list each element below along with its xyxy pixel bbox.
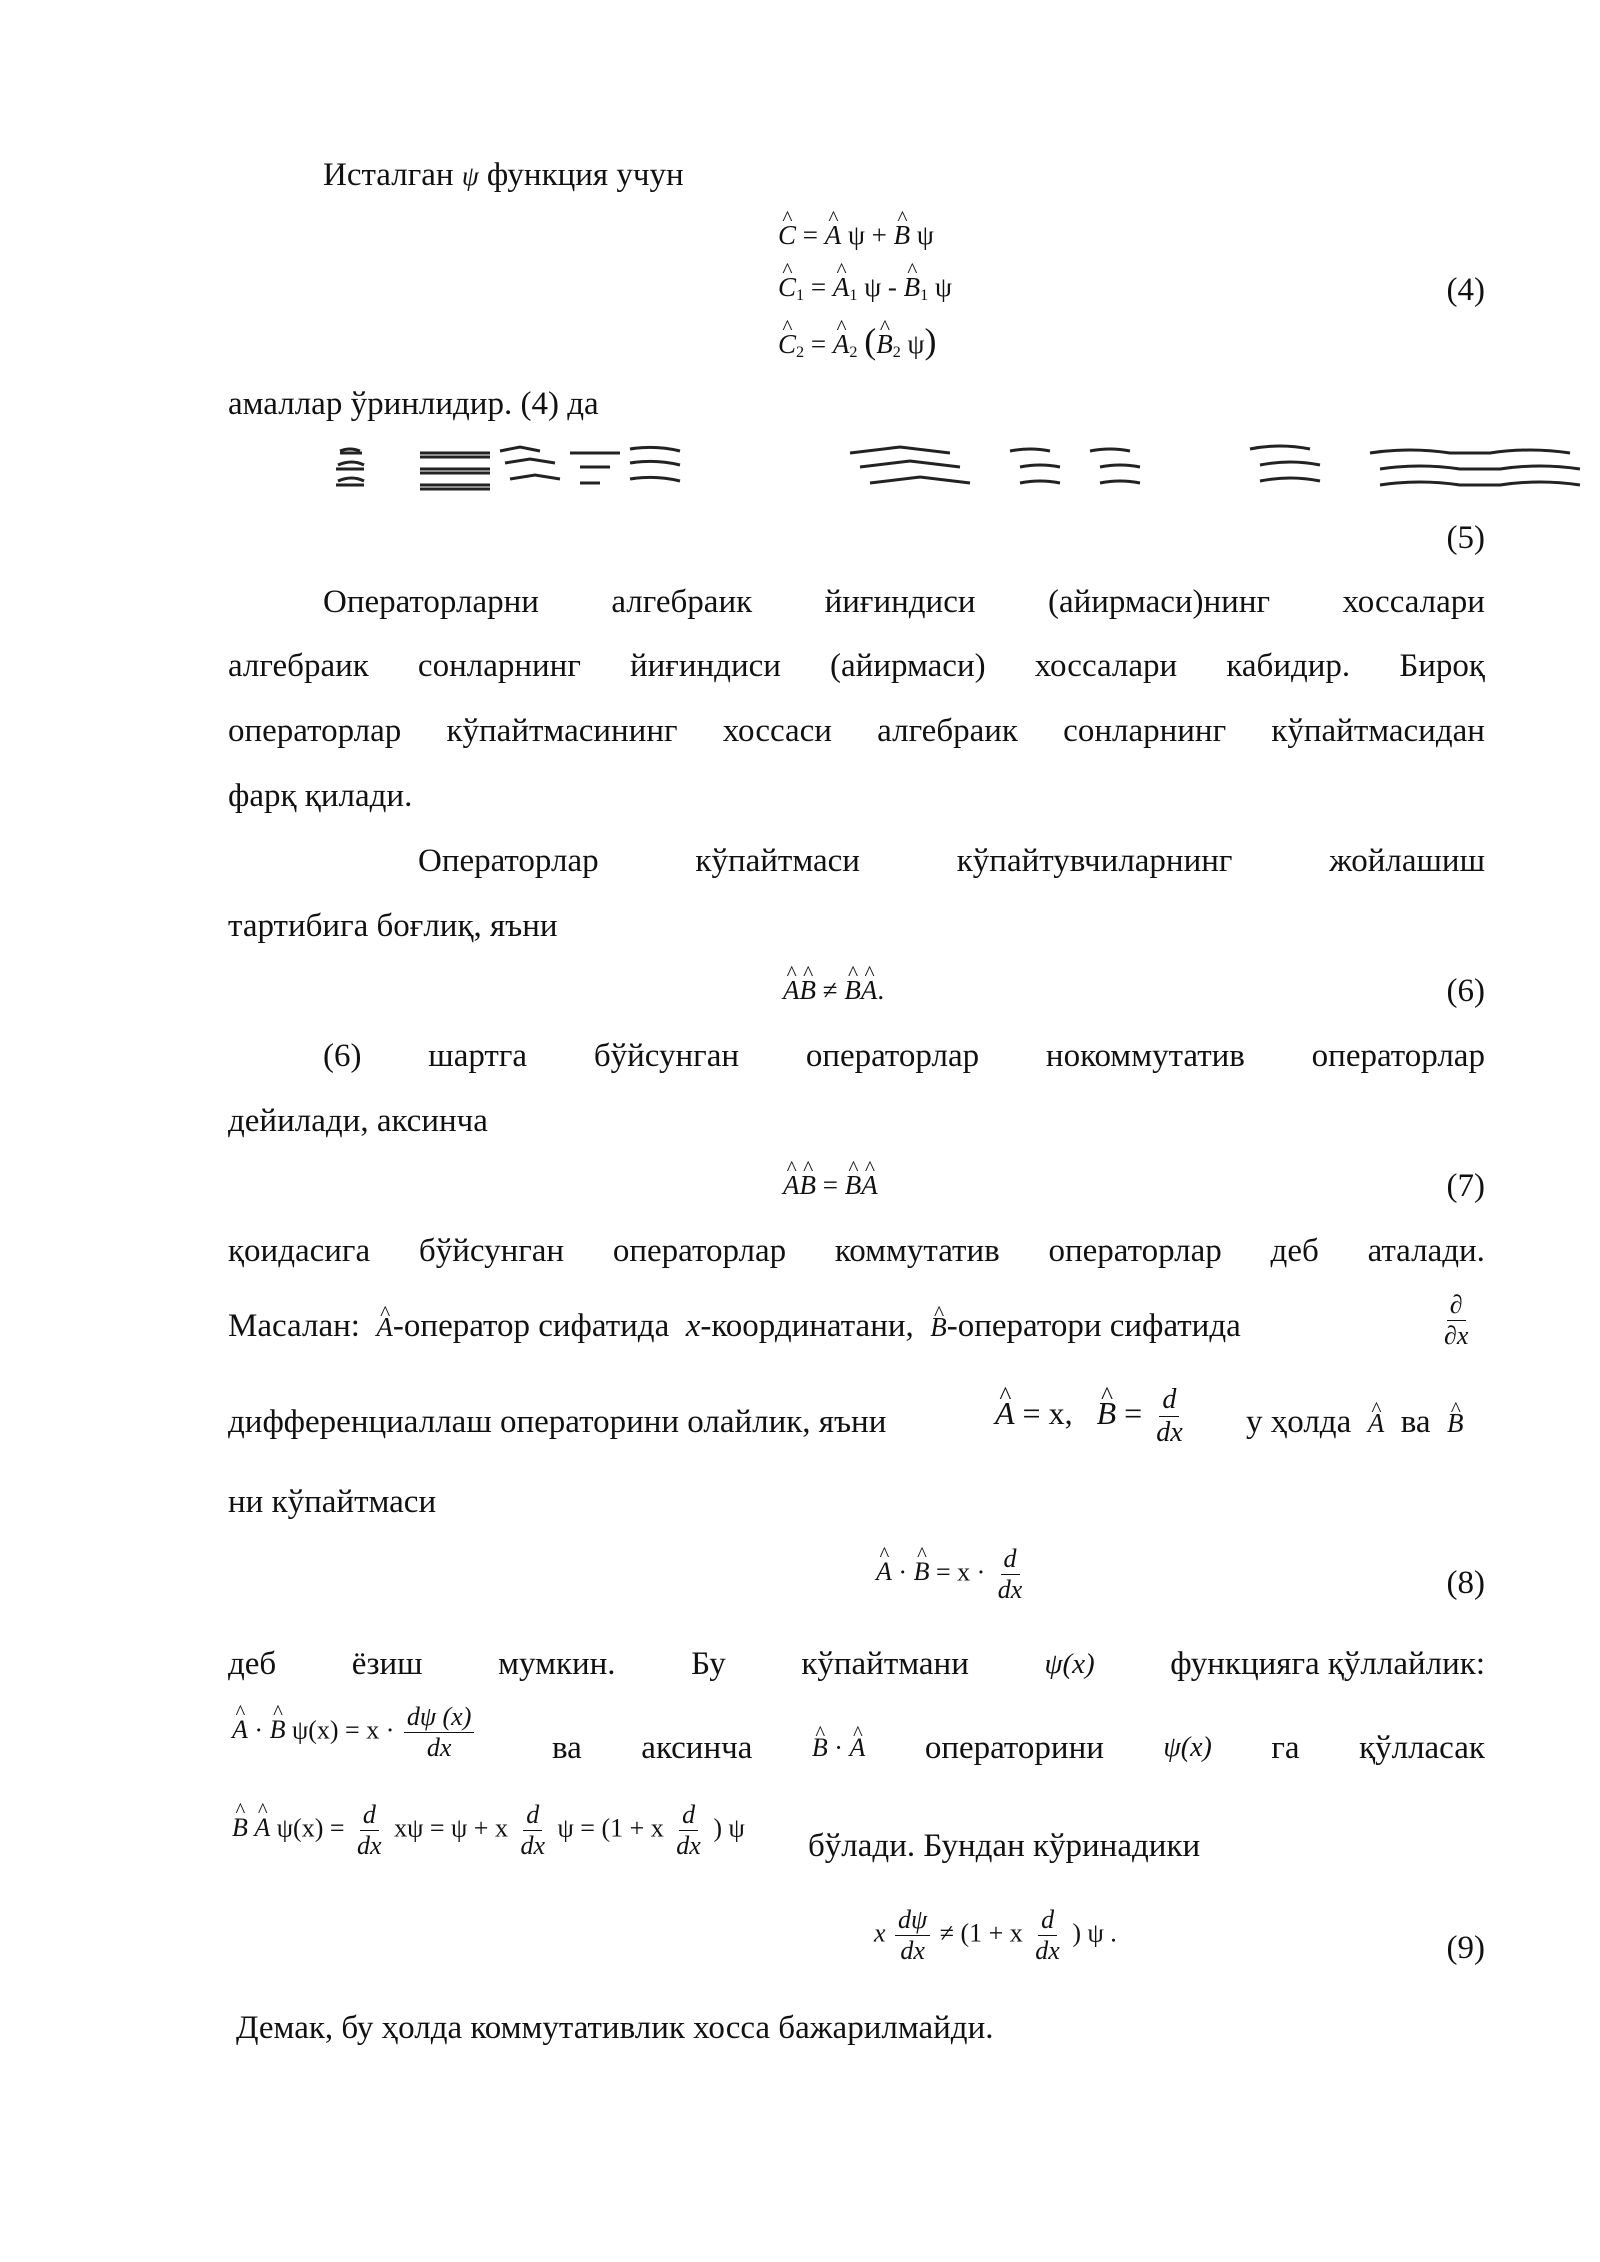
word: йиғиндиси [629, 648, 781, 684]
text: Масалан: [228, 1308, 360, 1344]
op-b: ^ B [1097, 1395, 1117, 1432]
op-a: ^ A [876, 1557, 892, 1587]
word: операторлар [228, 713, 402, 749]
word: (айирмаси) [830, 648, 986, 684]
para5-line1 [228, 1644, 1485, 1684]
eq4-line2: ^ $C_1$ = ^ $A_1$ ψ - ^ $B_1$ ψ [778, 272, 952, 305]
op-b2: ^ B [876, 329, 893, 360]
tail: ) ψ [713, 1813, 745, 1843]
frac-num: d [1038, 1905, 1057, 1936]
frac-num: d [1001, 1544, 1020, 1575]
eq4-line3: ^ $C_2$ = ^ $A_2$ (^ $B_2$ ψ) [778, 320, 936, 362]
para5-line3-text: бўлади. Бундан кўринадики [808, 1828, 1201, 1864]
neq-sign: ≠ [822, 975, 838, 1005]
text: ва [1400, 1404, 1431, 1440]
frac-den: dx [900, 1935, 925, 1965]
word: (6) [323, 1038, 362, 1074]
word: операторлар [1311, 1038, 1485, 1074]
word: кўпайтмасидан [1271, 713, 1485, 749]
para4-line1 [228, 1231, 1485, 1271]
word: жойлашиш [1329, 843, 1485, 879]
op-a: ^ A [849, 1728, 865, 1768]
var-x: x [685, 1308, 701, 1344]
para2-line1 [418, 841, 1485, 881]
op-b: ^ B [894, 220, 911, 251]
eq4-psi2: ψ [934, 272, 952, 302]
op-c2: ^ C [778, 329, 796, 360]
psi-symbol: ψ [461, 161, 479, 191]
eq7-formula [783, 1170, 878, 1201]
frac-num: dψ (x) [404, 1702, 475, 1733]
eq8-formula: ^ A · ^ B = x · $\frac{d}{dx}$ [876, 1544, 1028, 1605]
eq8-number: (8) [1446, 1565, 1485, 1601]
word: аталади. [1367, 1233, 1485, 1269]
op-b: ^ B [1447, 1403, 1464, 1443]
word: сонларнинг [1063, 713, 1227, 749]
after-eq4-text: амаллар ўринлидир. (4) да [228, 386, 599, 422]
op-a: ^ A [783, 975, 800, 1006]
word: операторлар [1048, 1233, 1222, 1269]
eq9-number: (9) [1446, 1930, 1485, 1966]
conclusion-line: Демак, бу ҳолда коммутативлик хосса бажарилмайди. [236, 2010, 994, 2046]
word: алгебраик [877, 713, 1018, 749]
eq4-op1: ψ + [848, 220, 894, 250]
word: коммутатив [834, 1233, 1000, 1269]
word: (айирмаси)нинг [1047, 584, 1271, 620]
sub-2: 2 [796, 343, 805, 362]
word: деб [1270, 1233, 1319, 1269]
word: кўпайтмани [801, 1646, 969, 1682]
para4-line3-text: дифференциаллаш операторини олайлик, яъни [228, 1404, 887, 1440]
op-b: ^ B [845, 1170, 862, 1201]
word: хоссалари [1342, 584, 1485, 620]
intro-text-after: функция учун [486, 157, 684, 193]
frac-den: dx [357, 1830, 382, 1860]
eq-ba-psi [232, 1800, 745, 1861]
distorted-equation-image [330, 443, 1600, 493]
word: мумкин. [498, 1646, 616, 1682]
para4-line4: ни кўпайтмаси [228, 1484, 437, 1520]
op-a: ^ A [254, 1813, 270, 1843]
word: га [1271, 1730, 1300, 1766]
lhs: ψ(x) = [276, 1813, 345, 1843]
word: кабидир. [1226, 648, 1351, 684]
mid: xψ = ψ + x [394, 1813, 508, 1843]
word: кўпайтмасининг [446, 713, 678, 749]
eq8-mid: = x · [935, 1557, 986, 1587]
word: операторлар [612, 1233, 787, 1269]
sub-1: 1 [796, 286, 805, 305]
frac-num: d [1159, 1384, 1179, 1417]
op-a: ^ A [1368, 1403, 1385, 1443]
frac-den: dx [997, 1574, 1023, 1604]
eq4-psi3: ψ [907, 329, 925, 359]
eq9-formula [874, 1905, 1117, 1966]
op-b: ^ B [914, 1557, 930, 1587]
para5-line2: ва аксинча ^ B · ^ A операторини ψ(x) га қўлласак [552, 1728, 1485, 1768]
frac-den: dx [426, 1732, 452, 1762]
word: ёзиш [351, 1646, 423, 1682]
eq4-psi1: ψ [916, 220, 934, 250]
para3-line2: дейилади, аксинча [228, 1103, 488, 1139]
eq5-number: (5) [1446, 520, 1485, 556]
word: алгебраик [228, 648, 369, 684]
eq6-number: (6) [1446, 973, 1485, 1009]
op-a: ^ A [783, 1170, 800, 1201]
frac-num: d [679, 1800, 698, 1831]
equals-sign: = [822, 1170, 838, 1200]
para1-line4: фарқ қилади. [228, 778, 413, 814]
frac-den: dx [520, 1830, 546, 1860]
mid: ψ = (1 + x [557, 1813, 664, 1843]
para4-line2 [228, 1306, 1241, 1347]
para4-line3-end [1246, 1402, 1464, 1443]
text: функцияга қўллайлик: [1170, 1646, 1485, 1682]
period: . [877, 975, 885, 1005]
op-a: ^ A [825, 220, 842, 251]
op-b: ^ B [232, 1813, 248, 1843]
psi-of-x: ψ(x) [1044, 1648, 1095, 1680]
word: шартга [428, 1038, 528, 1074]
text: у ҳолда [1246, 1404, 1352, 1440]
frac-den: dx [1156, 1417, 1183, 1449]
word: бўйсунган [418, 1233, 565, 1269]
word: кўпайтмаси [695, 843, 860, 879]
frac-num: dψ [895, 1905, 930, 1936]
para1-line1 [323, 582, 1485, 622]
op-a: ^ A [376, 1307, 393, 1347]
eq-x: = x, [1022, 1395, 1073, 1432]
op-b: ^ B [812, 1728, 828, 1768]
para3-line1 [323, 1036, 1485, 1076]
word: аксинча [641, 1730, 753, 1766]
para1-line2 [228, 646, 1485, 686]
intro-text-before: Исталган [323, 157, 454, 193]
word: қўлласак [1359, 1730, 1485, 1766]
eq6-formula [783, 975, 884, 1006]
op-a2: ^ A [833, 329, 850, 360]
word: йиғиндиси [824, 584, 976, 620]
eq7-number: (7) [1446, 1168, 1485, 1204]
op-c1: ^ C [778, 272, 796, 303]
word: Операторларни [323, 584, 539, 620]
word: ва [552, 1730, 582, 1766]
var-x: x [874, 1918, 886, 1948]
text: -координатани, [700, 1308, 914, 1344]
frac-num: d [523, 1800, 542, 1831]
word: қоидасига [228, 1233, 371, 1269]
text: -оператор сифатида [392, 1308, 670, 1344]
frac-num: d [360, 1800, 379, 1831]
word: кўпайтувчиларнинг [956, 843, 1233, 879]
op-b: ^ B [270, 1715, 286, 1745]
psi-of-x: ψ(x) [1163, 1732, 1212, 1763]
op-a: ^ A [995, 1395, 1015, 1432]
op-b: ^ B [930, 1307, 947, 1347]
word: операторини [924, 1730, 1104, 1766]
op-b: ^ B [844, 975, 861, 1006]
tail: ) ψ . [1072, 1918, 1117, 1948]
word: Бироқ [1399, 648, 1485, 684]
partial-num: ∂ [1447, 1290, 1466, 1321]
eq4-line1: ^ C = ^ A ψ + ^ B ψ [778, 220, 934, 251]
op-a: ^ A [232, 1715, 248, 1745]
eq4-op2: ψ - [864, 272, 904, 302]
op-b: ^ B [800, 1170, 817, 1201]
op-b1: ^ B [904, 272, 921, 303]
word: сонларнинг [417, 648, 581, 684]
eq4-number: (4) [1446, 272, 1485, 308]
word: деб [228, 1646, 277, 1682]
word: алгебраик [611, 584, 753, 620]
partial-den: ∂x [1444, 1320, 1469, 1350]
text: -оператори сифатида [946, 1308, 1241, 1344]
para1-line3 [228, 711, 1485, 751]
eq-ab-psi: ^ A · ^ B ψ(x) = x · $\frac{d\psi (x)}{dx}$ [232, 1702, 477, 1763]
op-a1: ^ A [833, 272, 850, 303]
word: операторлар [805, 1038, 980, 1074]
mid: ≠ (1 + x [939, 1918, 1023, 1948]
op-c: ^ C [778, 220, 796, 251]
word: хоссаси [722, 713, 832, 749]
word: Бу [691, 1646, 726, 1682]
word: бўйсунган [593, 1038, 740, 1074]
word: хоссалари [1034, 648, 1178, 684]
op-a: ^ A [861, 975, 878, 1006]
op-a: ^ A [861, 1170, 878, 1201]
lhs: ψ(x) = x · [291, 1715, 395, 1745]
para2-line2: тартибига боғлиқ, яъни [228, 908, 558, 944]
op-b: ^ B [800, 975, 817, 1006]
frac-den: dx [676, 1830, 701, 1860]
frac-den: dx [1035, 1935, 1060, 1965]
definition-formula: ^ A = x, ^ B = $\frac{d}{dx}$ [995, 1384, 1189, 1449]
word: нокоммутатив [1045, 1038, 1245, 1074]
intro-line [323, 155, 684, 196]
word: Операторлар [418, 843, 599, 879]
partial-derivative [1438, 1290, 1474, 1351]
